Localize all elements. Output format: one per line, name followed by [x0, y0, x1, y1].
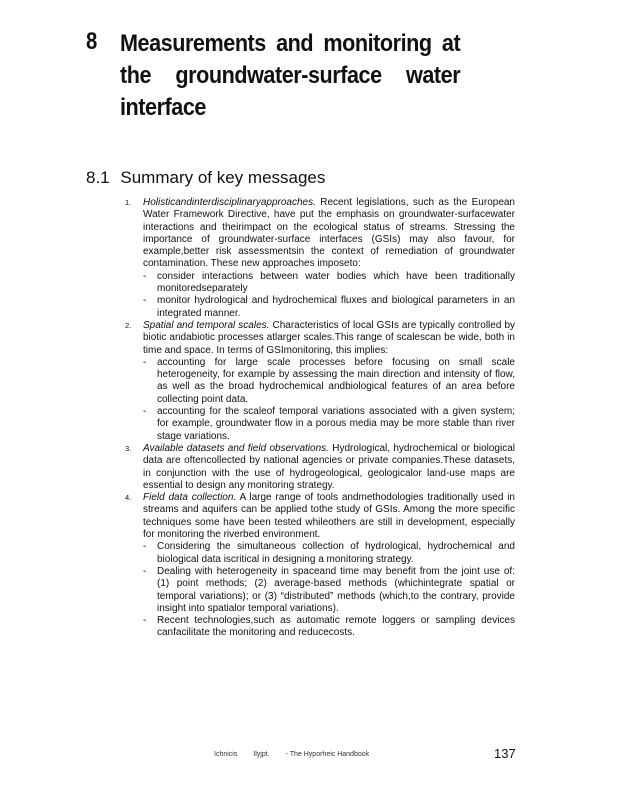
key-message-number: 4. — [125, 493, 132, 503]
key-message-subitem: - monitor hydrological and hydrochemical fluxes and biological parameters in an integrated manner. — [143, 295, 515, 320]
key-message-body: Characteristics of local GSIs are typically controlled by biotic andabiotic processes atlarger scales.This range of scalescan be wide, both in time and space. In terms of GSImonitoring, this implies: — [143, 319, 516, 356]
key-message-body: Recent legislations, such as the European Water Framework Directive, have put the emphasis on groundwater-surfacewater interactions and theirimpact on the ecological status of streams. Stressing the importance of groundwater-surface interfaces (GSIs) may also favour, for example,better risk assessmentsin the context of remediation of groundwater contamination. These new approaches imposeto: — [143, 197, 515, 270]
key-message-number: 2. — [125, 320, 132, 330]
key-message-item — [125, 197, 515, 320]
key-message-subitems — [143, 357, 515, 443]
section-number: 8.1 — [86, 168, 110, 187]
page-number: 137 — [494, 746, 516, 761]
page-footer — [214, 751, 383, 758]
key-message-subitem: - Dealing with heterogeneity in spaceand time may benefit from the joint use of: (1) point methods; (2) average-based methods (whichintegrate spatial or temporal variations); or (3) “distributed” methods (which,to the contrary, provide insight into spatialor temporal variations). — [143, 566, 515, 615]
footer-mark-1: Ichnicis — [214, 751, 238, 758]
key-message-subitem: - accounting for large scale processes before focusing on small scale heterogeneity, for example by assessing the main direction and intensity of flow, as well as the broad hydrochemical andbiological features of an area before collecting point data. — [143, 357, 515, 406]
key-messages-list — [125, 197, 515, 640]
key-message-number: 3. — [125, 443, 132, 453]
key-message-subitem: - consider interactions between water bodies which have been traditionally monitoredseparately — [143, 271, 515, 296]
key-message-subitem: - Recent technologies,such as automatic remote loggers or sampling devices canfacilitate the monitoring and reducecosts. — [143, 615, 515, 640]
key-message-subitems — [143, 271, 515, 320]
footer-mark-2: Ilyjpt. — [253, 751, 270, 758]
chapter-title: Measurements and monitoring at the groundwater-surface water interface — [120, 30, 461, 121]
section-title: Summary of key messages — [120, 168, 326, 187]
chapter-number: 8 — [86, 28, 98, 55]
key-message-lead: Field data collection. — [143, 492, 237, 504]
key-message-subitem: - accounting for the scaleof temporal variations associated with a given system; for example, groundwater flow in a porous media may be more stable than river stage variations. — [143, 406, 515, 443]
footer-book-title: - The Hyporheic Handbook — [285, 751, 370, 758]
key-message-item — [125, 320, 515, 443]
key-message-lead: Available datasets and field observations. — [143, 442, 329, 454]
key-message-item — [125, 492, 515, 640]
key-message-subitems — [143, 541, 515, 639]
key-message-lead: Holisticandinterdisciplinaryapproaches. — [143, 197, 316, 208]
key-message-body: Hydrological, hydrochemical or biological data are oftencollected by national agencies or private companies.These datasets, in conjunction with the use of hydrogeological, geologicalor land-use maps are essential to design any monitoring strategy. — [143, 442, 515, 491]
key-message-subitem: - Considering the simultaneous collection of hydrological, hydrochemical and biological data iscritical in designing a monitoring strategy. — [143, 541, 515, 566]
key-message-number: 1. — [125, 198, 132, 207]
key-message-body: A large range of tools andmethodologies traditionally used in streams and aquifers can be applied tothe study of GSIs. Among the more specific techniques some have been tested whileothers are still in development, especially for monitoring the riverbed environment. — [143, 492, 515, 541]
key-message-lead: Spatial and temporal scales. — [143, 319, 270, 331]
section-heading — [86, 168, 325, 188]
key-message-item — [125, 443, 515, 492]
